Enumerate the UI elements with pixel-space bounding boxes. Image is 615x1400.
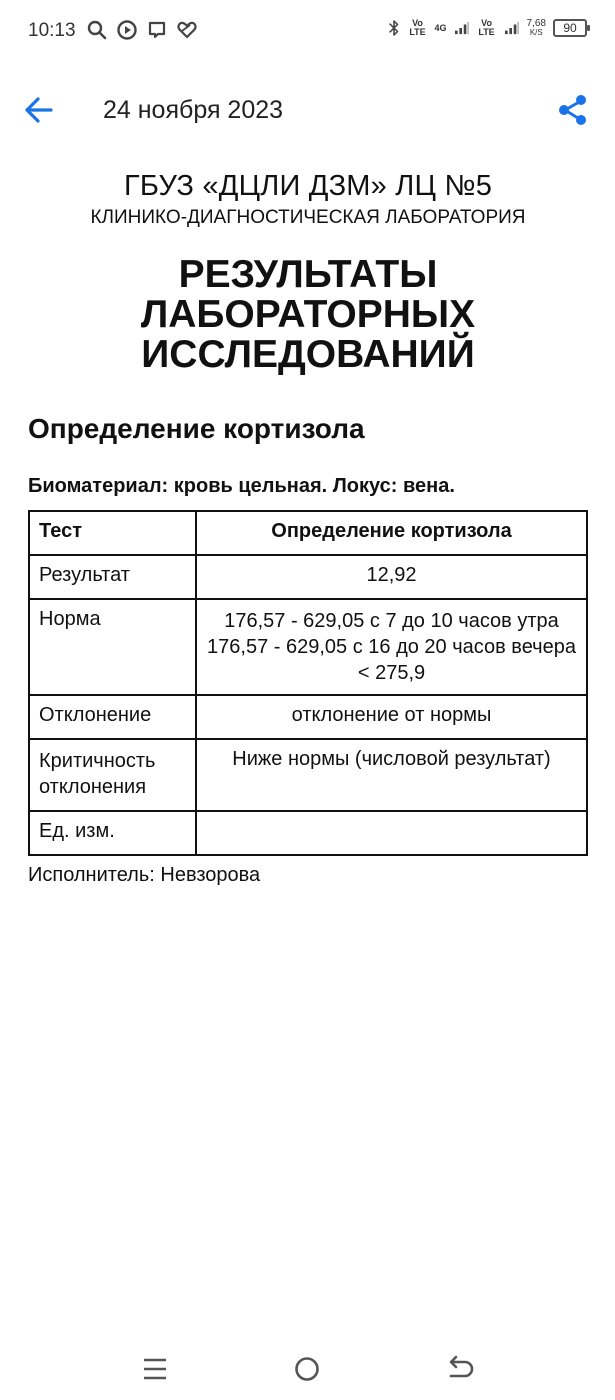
app-bar: [0, 80, 615, 140]
back-button[interactable]: [20, 90, 60, 130]
row-label: Отклонение: [29, 695, 196, 739]
battery-indicator: 90: [553, 19, 587, 37]
volte-1-label: Vo LTE: [409, 18, 426, 37]
network-type-label: 4G: [434, 22, 447, 33]
lab-report: [28, 170, 588, 887]
menu-icon: [138, 1352, 172, 1386]
row-label: Ед. изм.: [29, 811, 196, 855]
row-label: Критичность отклонения: [29, 739, 196, 811]
table-header-row: [29, 511, 587, 555]
header-value: Определение кортизола: [196, 511, 587, 555]
row-value: отклонение от нормы: [196, 695, 587, 739]
bluetooth-icon: [387, 18, 401, 38]
header-label: Тест: [29, 511, 196, 555]
volte-2-label: Vo LTE: [478, 18, 495, 37]
row-value: 12,92: [196, 555, 587, 599]
table-row: [29, 811, 587, 855]
net-speed-unit: K/S: [529, 28, 543, 37]
status-system-icons: [387, 18, 587, 38]
row-value: 176,57 - 629,05 с 7 до 10 часов утра 176,57 - 629,05 с 16 до 20 часов вечера < 275,9: [196, 599, 587, 695]
home-circle-icon: [290, 1352, 324, 1386]
signal-2-icon: [504, 21, 520, 35]
status-bar: [0, 0, 615, 62]
biomaterial-line: Биоматериал: кровь цельная. Локус: вена.: [28, 475, 455, 497]
share-icon: [553, 90, 593, 130]
system-nav-bar: [0, 1340, 615, 1400]
net-speed-value: 7,68: [526, 18, 546, 29]
report-title: РЕЗУЛЬТАТЫ ЛАБОРАТОРНЫХ ИССЛЕДОВАНИЙ: [140, 253, 476, 376]
signal-1-icon: [454, 21, 470, 35]
org-subtitle: КЛИНИКО-ДИАГНОСТИЧЕСКАЯ ЛАБОРАТОРИЯ: [90, 207, 526, 228]
arrow-back-icon: [20, 90, 60, 130]
row-label: Результат: [29, 555, 196, 599]
page-title: 24 ноября 2023: [103, 96, 284, 124]
status-time: 10:13: [28, 20, 76, 41]
net-speed: [527, 19, 546, 37]
results-table: [28, 510, 588, 856]
table-row: [29, 695, 587, 739]
heart-icon: [176, 19, 198, 41]
performer-line: Исполнитель: Невзорова: [28, 864, 261, 886]
org-name: ГБУЗ «ДЦЛИ ДЗМ» ЛЦ №5: [123, 170, 493, 202]
table-row: [29, 555, 587, 599]
test-section-title: Определение кортизола: [28, 413, 365, 444]
table-row: [29, 599, 587, 695]
status-notification-icons: [86, 19, 198, 41]
row-value: Ниже нормы (числовой результат): [196, 739, 587, 811]
chat-icon: [146, 19, 168, 41]
row-label: Норма: [29, 599, 196, 695]
row-value: [196, 811, 587, 855]
play-circle-icon: [116, 19, 138, 41]
share-button[interactable]: [553, 90, 593, 130]
home-button[interactable]: [290, 1352, 324, 1386]
menu-button[interactable]: [138, 1352, 172, 1386]
search-icon: [86, 19, 108, 41]
table-row: [29, 739, 587, 811]
back-nav-button[interactable]: [443, 1352, 477, 1386]
back-nav-icon: [443, 1352, 477, 1386]
